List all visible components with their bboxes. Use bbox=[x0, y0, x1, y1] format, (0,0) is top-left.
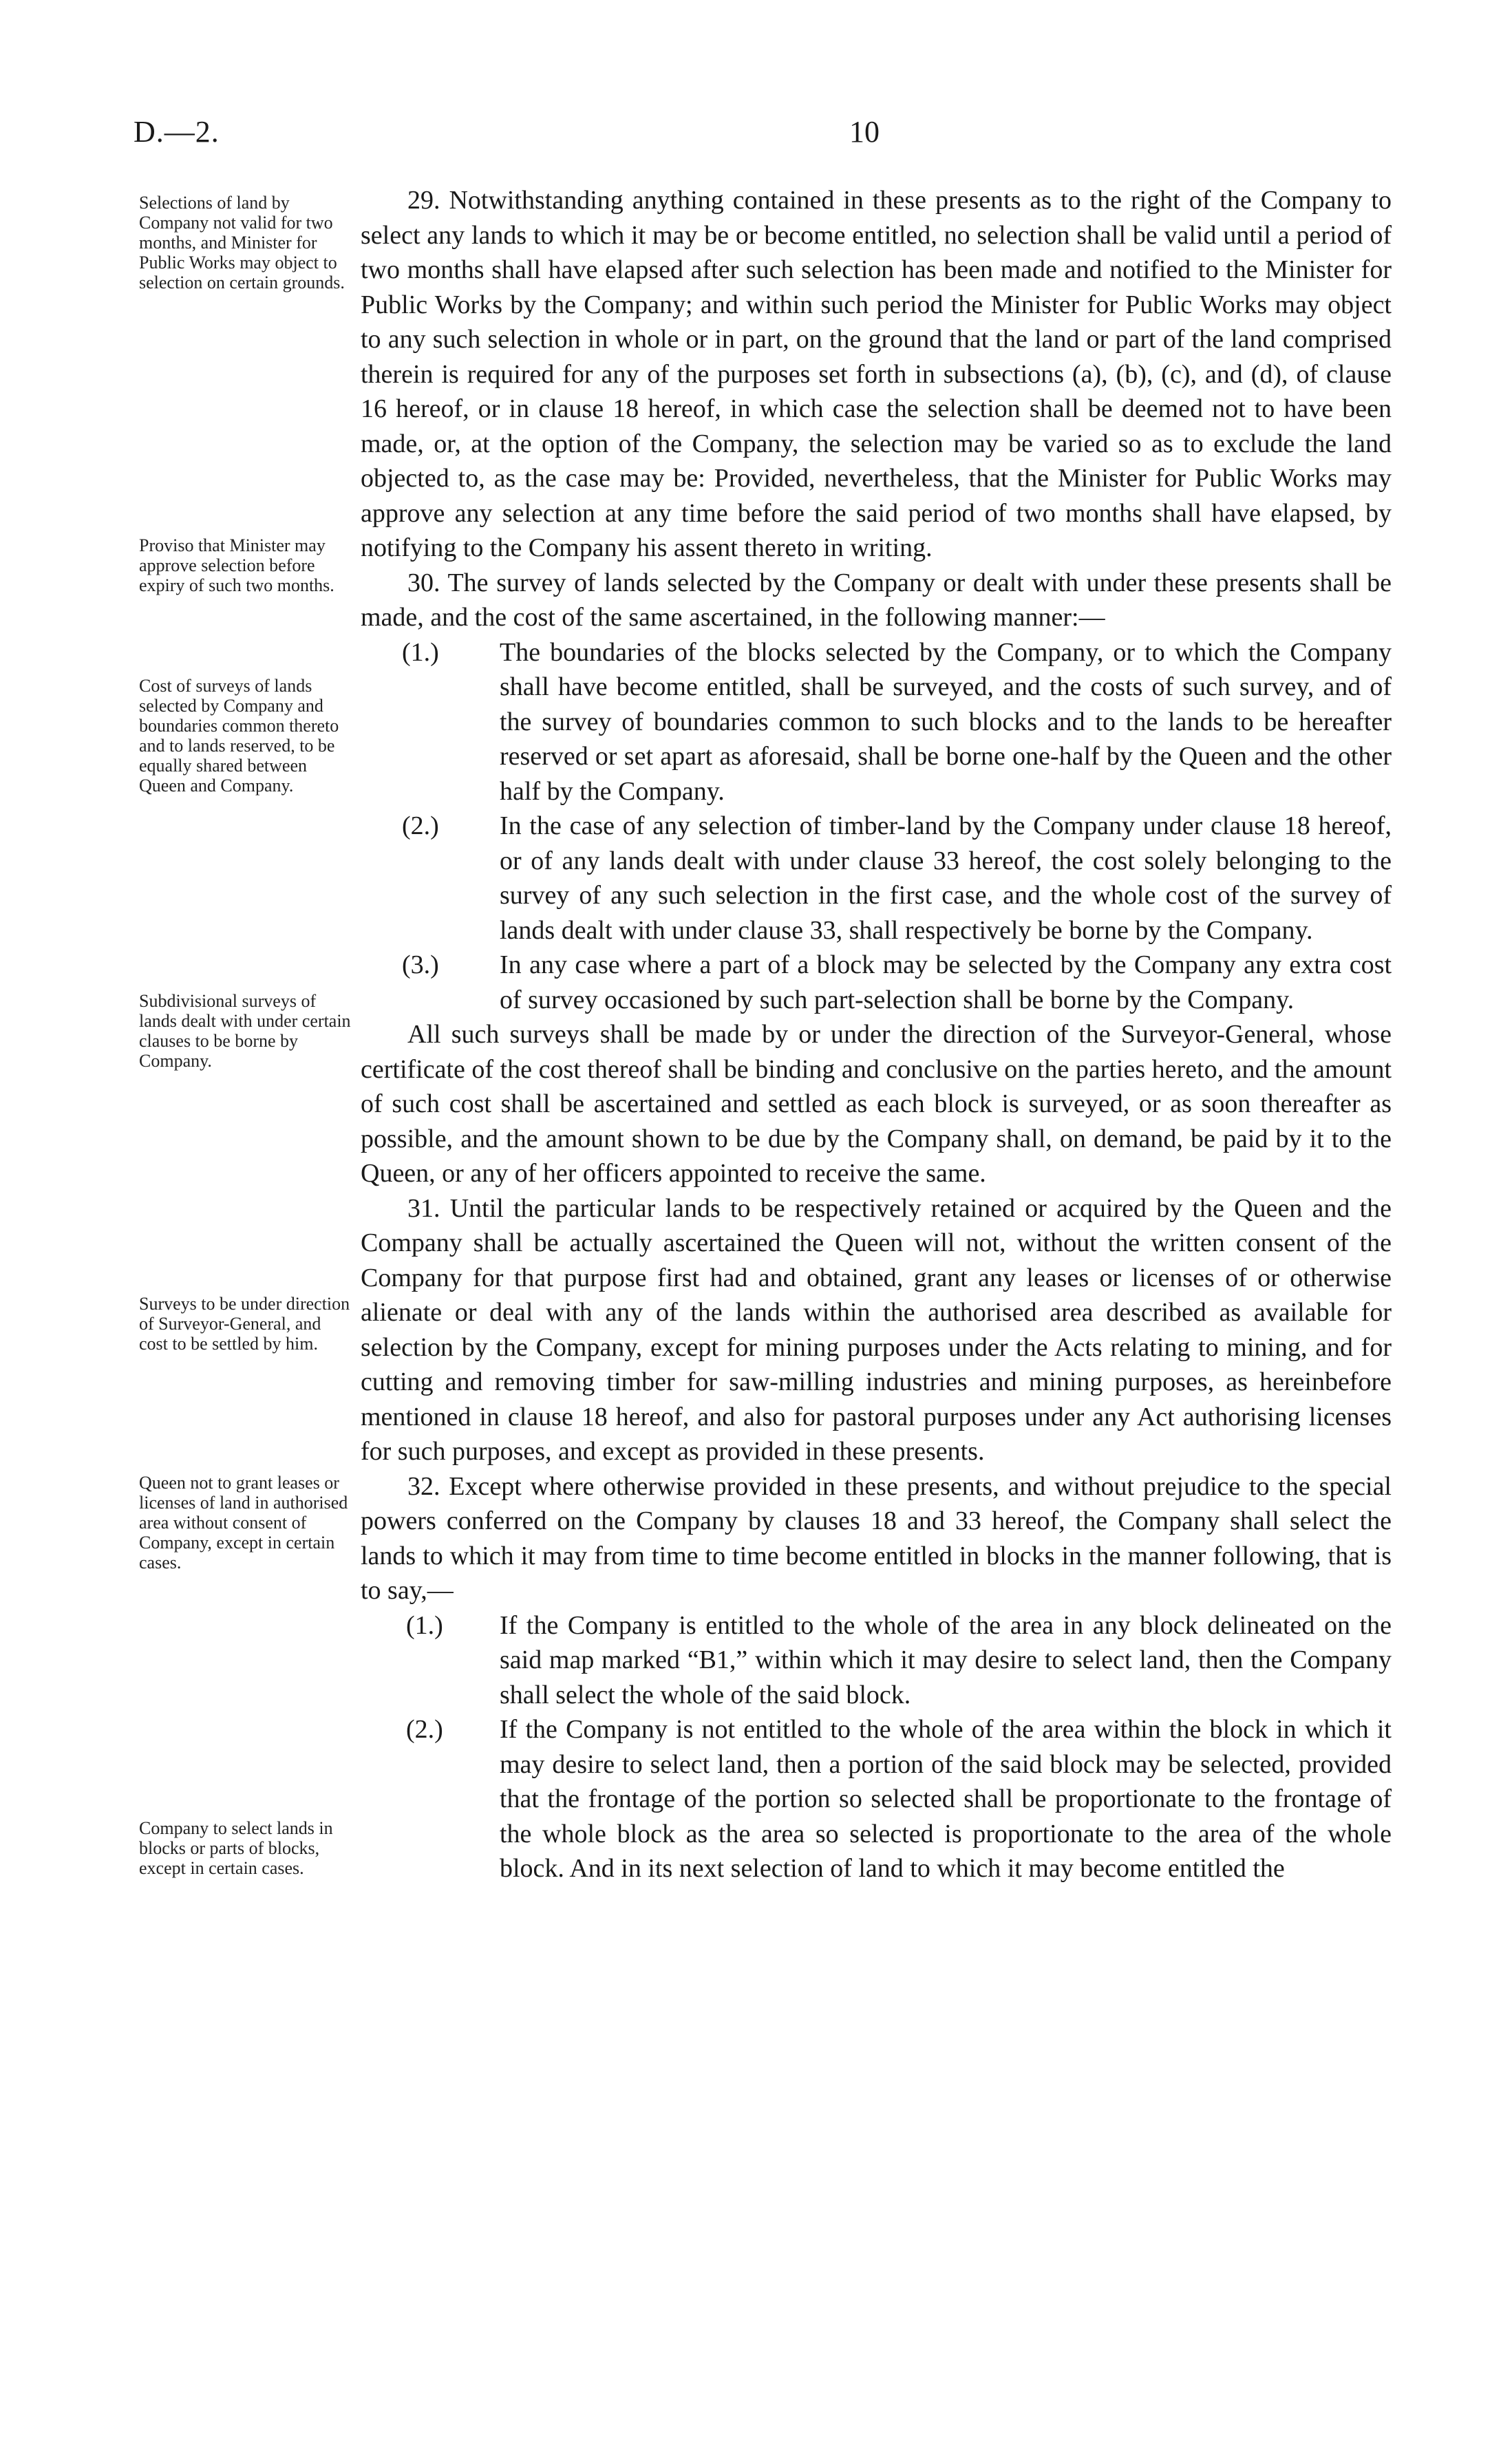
list-item-number: (2.) bbox=[406, 1715, 443, 1744]
clause-32-intro: 32. Except where otherwise provided in these presents, and without prejudice to the special powers conferred on the Company by clauses 18 and 33 hereof, the Company shall select the lands to which it may from time to time become entitled in blocks in the manner following, that is to say,— bbox=[361, 1471, 1392, 1605]
list-item-text: In any case where a part of a block may be selected by the Company any extra cost of survey occasioned by such part-selection shall be borne by the Company. bbox=[500, 950, 1392, 1014]
list-item-text: The boundaries of the blocks selected by the Company, or to which the Company shall have become entitled, shall be surveyed, and the costs of such survey, and of the survey of boundaries common to such blocks and to the lands to be hereafter reserved or set apart as aforesaid, shall be borne one-half by the Queen and the other half by the Company. bbox=[500, 637, 1392, 806]
document-reference: D.—2. bbox=[134, 115, 220, 149]
margin-note-surveyor-general: Surveys to be under direction of Surveyor-General, and cost to be settled by him. bbox=[139, 1294, 350, 1354]
margin-note-survey-costs: Cost of surveys of lands selected by Company and boundaries common thereto and to lands reserved, to be equally shared between Queen and Company. bbox=[139, 676, 339, 796]
list-item bbox=[361, 1712, 1392, 1886]
main-text-column bbox=[361, 183, 1392, 1886]
list-item bbox=[361, 1608, 1392, 1713]
list-item bbox=[361, 809, 1392, 948]
clause-31: 31. Until the particular lands to be respectively retained or acquired by the Queen and the Company shall be actually ascertained the Queen will not, without the written consent of the Company for that purpose first had and obtained, grant any leases or licenses of or otherwise alienate or deal with any of the lands within the authorised area described as available for selection by the Company, except for mining purposes under the Acts relating to mining, and for cutting and removing timber for saw-milling industries and mining purposes, as hereinbefore mentioned in clause 18 hereof, and also for pastoral purposes under any Act authorising licenses for such purposes, and except as provided in these presents. bbox=[361, 1193, 1392, 1466]
list-item bbox=[361, 948, 1392, 1017]
page-number: 10 bbox=[849, 115, 880, 149]
margin-note-subdivisional-surveys: Subdivisional surveys of lands dealt with under certain clauses to be borne by Company. bbox=[139, 991, 351, 1071]
list-item-number: (1.) bbox=[402, 637, 439, 667]
clause-29: 29. Notwithstanding anything contained in these presents as to the right of the Company to select any lands to which it may be or become entitled, no selection shall be valid until a period of two months shall have elapsed after such selection has been made and notified to the Minister for Public Works by the Company; and within such period the Minister for Public Works may object to any such selection in whole or in part, on the ground that the land or part of the land comprised therein is required for any of the purposes set forth in subsections (a), (b), (c), and (d), of clause 16 hereof, or in clause 18 hereof, in which case the selection shall be deemed not to have been made, or, at the option of the Company, the selection may be varied so as to exclude the land objected to, as the case may be: Provided, nevertheless, that the Minister for Public Works may approve any selection at any time before the said period of two months shall have elapsed, by notifying to the Company his assent thereto in writing. bbox=[361, 186, 1392, 562]
list-item-text: If the Company is entitled to the whole of the area in any block delineated on the said map marked “B1,” within which it may desire to select land, then the Company shall select the whole of the said block. bbox=[500, 1610, 1392, 1709]
clause-30-closing: All such surveys shall be made by or under the direction of the Surveyor-General, whose certificate of the cost thereof shall be binding and conclusive on the parties hereto, and the amount of such cost shall be ascertained and settled as each block is surveyed, or as soon thereafter as possible, and the amount shown to be due by the Company shall, on demand, be paid by it to the Queen, or any of her officers appointed to receive the same. bbox=[361, 1020, 1392, 1188]
clause-30-intro: 30. The survey of lands selected by the Company or dealt with under these presents shall be made, and the cost of the same ascertained, in the following manner:— bbox=[361, 568, 1392, 632]
list-item-number: (2.) bbox=[402, 811, 439, 840]
list-item-number: (1.) bbox=[406, 1610, 443, 1640]
list-item bbox=[361, 635, 1392, 809]
margin-note-selection-validity: Selections of land by Company not valid for two months, and Minister for Public Works may object to selection on certain grounds. bbox=[139, 193, 345, 292]
list-item-text: In the case of any selection of timber-land by the Company under clause 18 hereof, or of any lands dealt with under clause 33 hereof, the cost solely belonging to the survey of any such selection in the first case, and the whole cost of the survey of lands dealt with under clause 33, shall respectively be borne by the Company. bbox=[500, 811, 1392, 945]
list-item-text: If the Company is not entitled to the whole of the area within the block in which it may desire to select land, then a portion of the said block may be selected, provided that the frontage of the portion so selected shall be proportionate to the frontage of the whole block as the area so selected is proportionate to the area of the whole block. And in its next selection of land to which it may become entitled the bbox=[500, 1715, 1392, 1883]
clause-32-list bbox=[361, 1608, 1392, 1886]
margin-note-leases-consent: Queen not to grant leases or licenses of land in authorised area without consent of Company, except in certain cases. bbox=[139, 1473, 348, 1572]
margin-note-proviso-minister: Proviso that Minister may approve selection before expiry of such two months. bbox=[139, 535, 334, 595]
clause-30-list bbox=[361, 635, 1392, 1018]
list-item-number: (3.) bbox=[402, 950, 439, 979]
margin-note-select-in-blocks: Company to select lands in blocks or parts of blocks, except in certain cases. bbox=[139, 1818, 333, 1878]
